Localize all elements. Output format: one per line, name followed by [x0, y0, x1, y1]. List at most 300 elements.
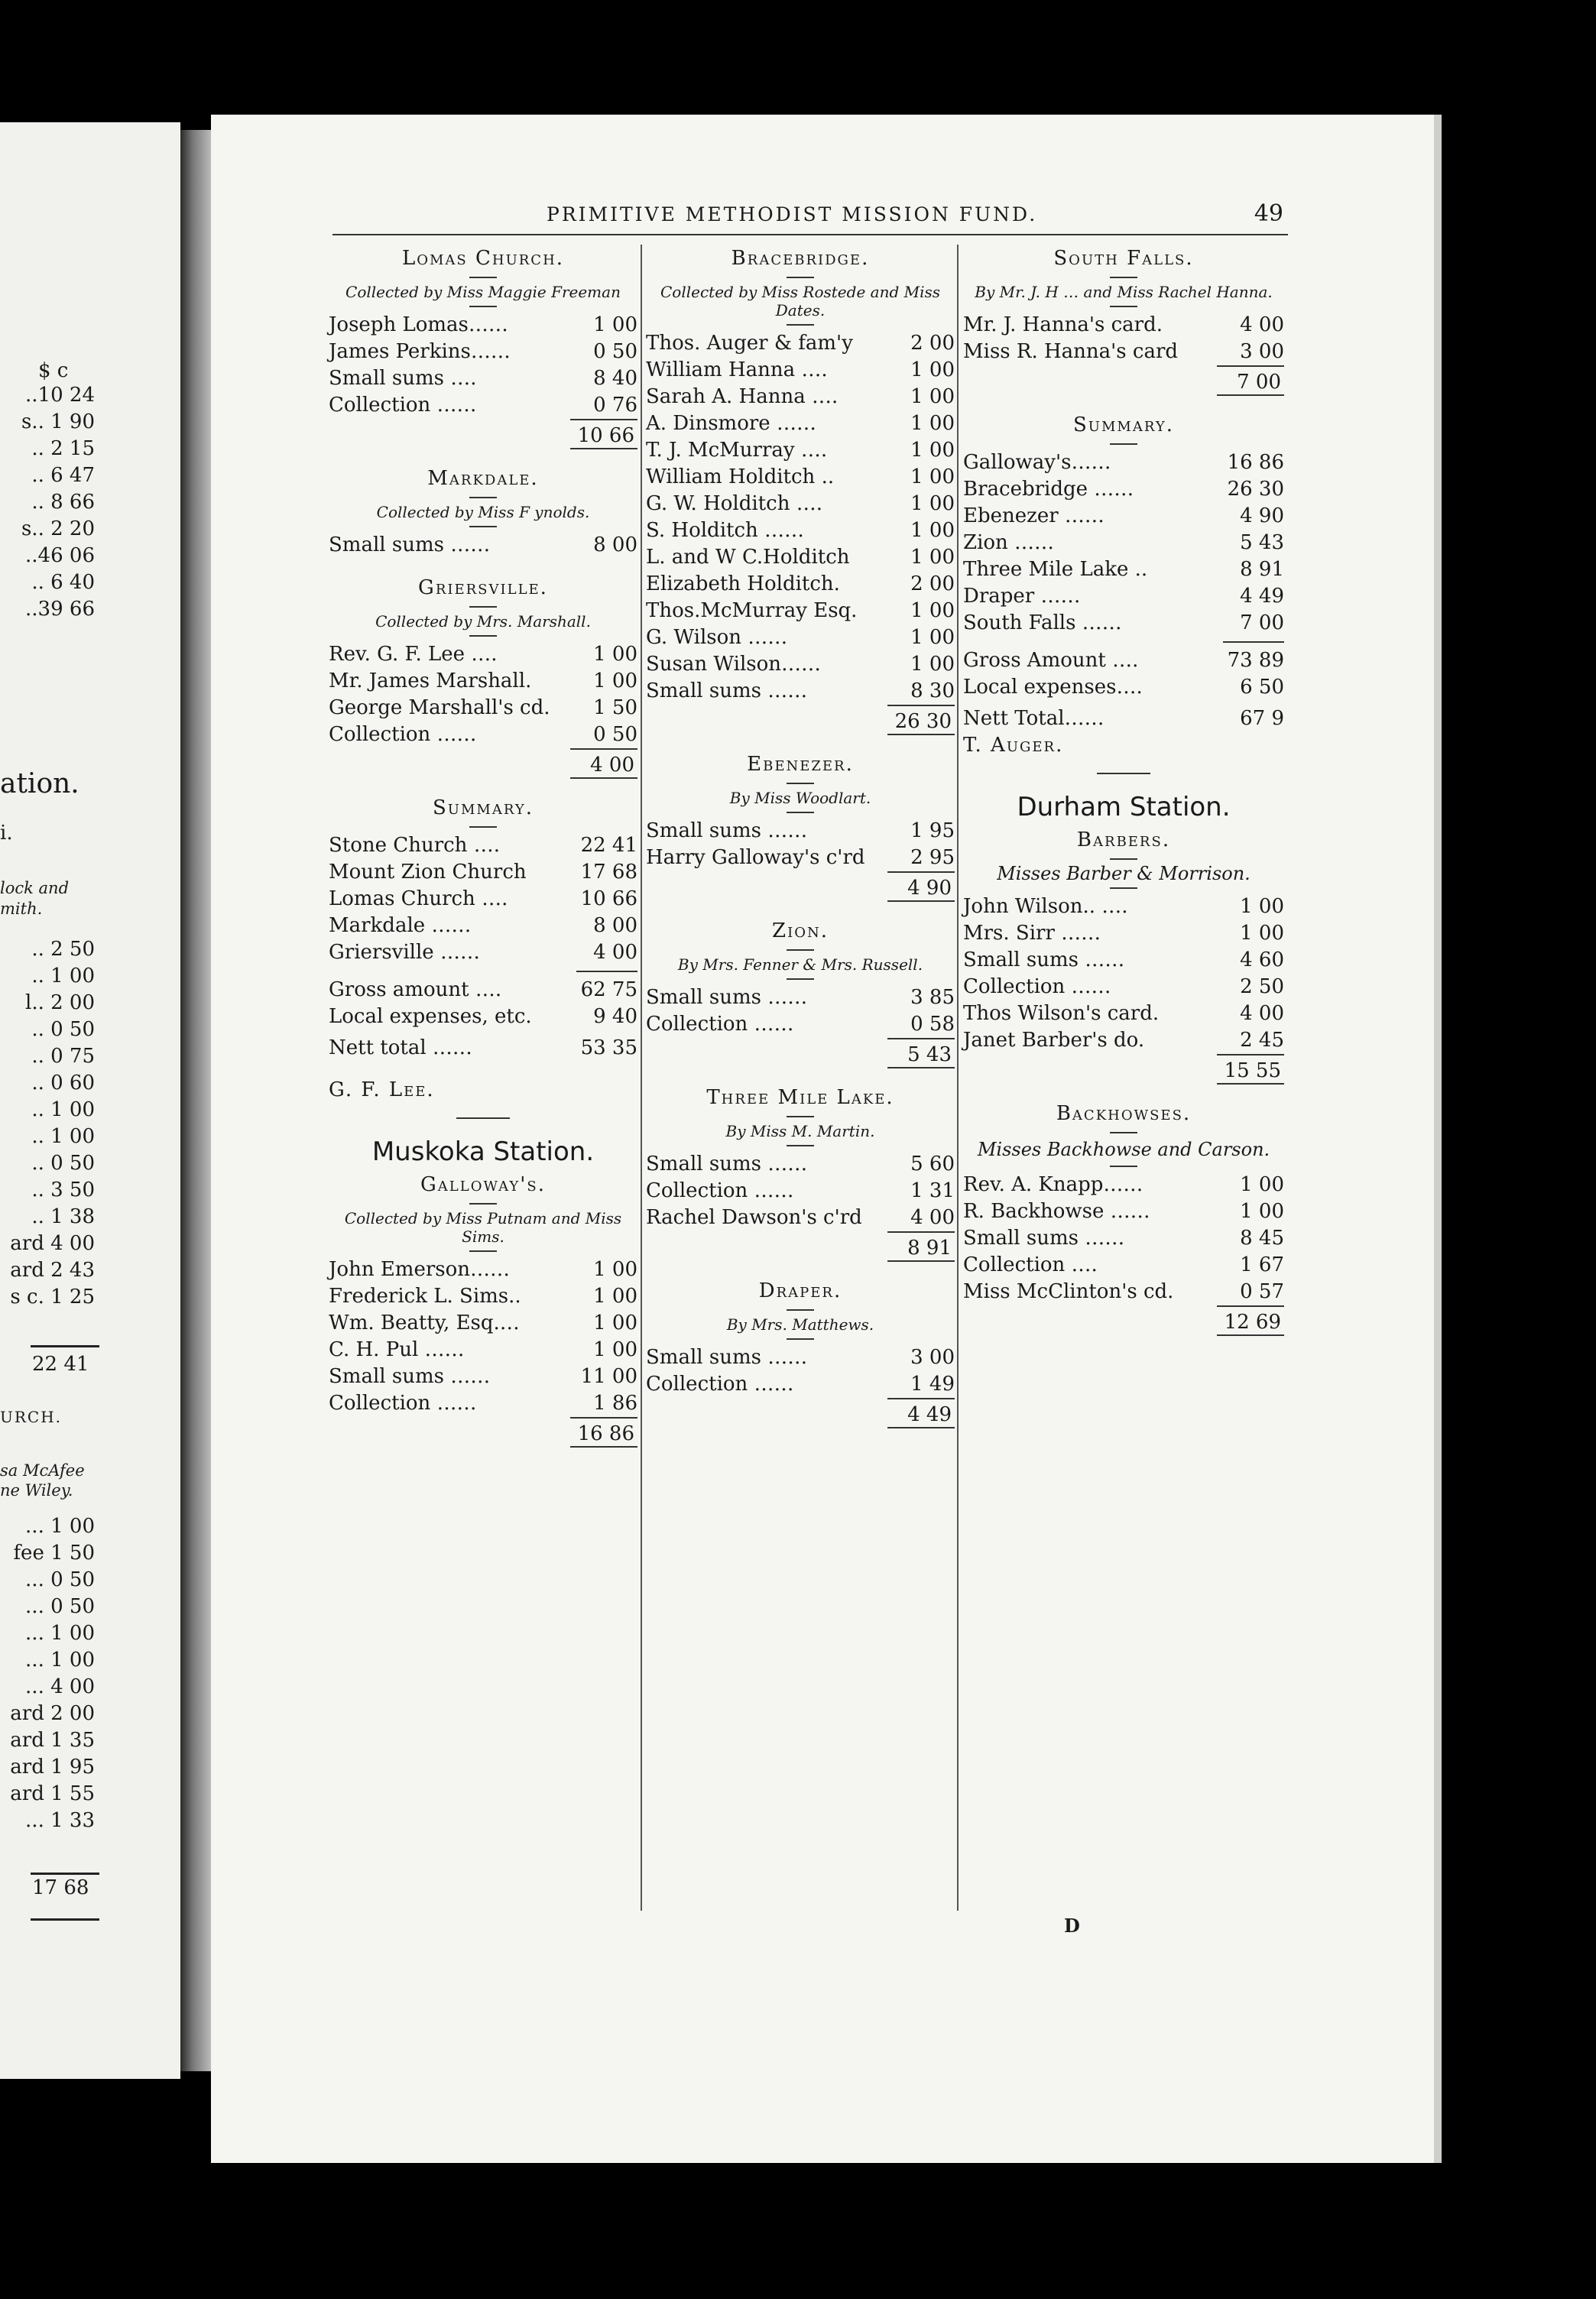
ledger-row-amount: 1 00 [1240, 1173, 1284, 1196]
ledger-row-amount: 62 75 [580, 978, 637, 1001]
collector-line: By Miss Woodlart. [729, 789, 871, 807]
ledger-row-label: Janet Barber's do. [963, 1029, 1145, 1052]
ledger-row-amount: 1 00 [910, 492, 955, 515]
ledger-row-amount: 1 00 [910, 358, 955, 381]
left-fragment-row: .. 0 50 [31, 1152, 95, 1175]
section-total: 12 69 [1217, 1305, 1284, 1336]
ledger-row-amount: 1 00 [910, 519, 955, 542]
left-fragment-row: .. 1 38 [31, 1205, 95, 1228]
ledger-row-label: Frederick L. Sims.. [329, 1285, 521, 1308]
section-total: 7 00 [1217, 365, 1284, 396]
backhowses-section [963, 1100, 1284, 1336]
ledger-row-label: Stone Church …. [329, 834, 500, 857]
ledger-row-label: Collection …… [646, 1013, 794, 1036]
left-fragment-row: .. 2 15 [31, 437, 95, 460]
section-total: 26 30 [887, 705, 955, 735]
ledger-row-label: John Emerson…… [329, 1258, 511, 1281]
ledger-row [963, 674, 1284, 701]
ledger-row-label: C. H. Pul …… [329, 1338, 465, 1361]
summary-section-a [329, 794, 637, 1104]
ledger-row [963, 893, 1284, 920]
ledger-row-label: T. J. McMurray …. [646, 439, 828, 462]
currency-header: $ c [38, 359, 69, 382]
ledger-row-amount: 0 50 [593, 340, 637, 363]
ledger-row-label: Small sums …… [646, 986, 808, 1009]
collector-line: Collected by Mrs. Marshall. [375, 612, 591, 631]
ledger-row-label: Gross amount …. [329, 978, 502, 1001]
left-fragment-row: .. 6 40 [31, 571, 95, 594]
left-fragment-row: ... 4 00 [25, 1675, 95, 1698]
ledger-row [963, 610, 1284, 637]
ledger-row-label: Mr. James Marshall. [329, 670, 532, 692]
ledger-row-label: Rachel Dawson's c'rd [646, 1206, 862, 1229]
collector-line: Collected by Miss F ynolds. [376, 503, 590, 521]
section-title: Draper. [758, 1279, 842, 1302]
ledger-row [329, 1283, 637, 1310]
left-fragment-row: .. 6 47 [31, 464, 95, 487]
ledger-row-label: Thos. Auger & fam'y [646, 332, 853, 355]
lomas-church-section [329, 245, 637, 449]
ledger-row [646, 1371, 955, 1398]
collector-line: By Mrs. Matthews. [726, 1315, 874, 1334]
section-total: 5 43 [887, 1038, 955, 1068]
running-title: PRIMITIVE METHODIST MISSION FUND. [547, 203, 1038, 225]
nett-total-label: Nett total …… [329, 1036, 472, 1059]
ledger-row [963, 647, 1284, 674]
column-c [963, 245, 1284, 1336]
collector-fragment-3: sa McAfee [0, 1461, 85, 1480]
nett-total-value: 67 9 [1240, 707, 1284, 730]
ledger-row [646, 491, 955, 517]
ledger-row [329, 1390, 637, 1417]
ledger-row [963, 530, 1284, 556]
ledger-row [329, 859, 637, 886]
left-fragment-row: .. 0 50 [31, 1018, 95, 1041]
ledger-row [646, 517, 955, 544]
ledger-row-amount: 3 00 [910, 1346, 955, 1369]
ledger-row-label: Collection …… [646, 1373, 794, 1396]
ledger-row-label: S. Holditch …… [646, 519, 805, 542]
ledger-row [963, 947, 1284, 974]
section-title: Backhowses. [1056, 1102, 1192, 1125]
left-fragment-row: .. 1 00 [31, 1125, 95, 1148]
ledger-row [646, 624, 955, 651]
ledger-row-label: Small sums …… [646, 679, 808, 702]
left-page-fragment [0, 122, 180, 2079]
ledger-row-amount: 2 00 [910, 332, 955, 355]
ledger-row [646, 410, 955, 437]
markdale-section [329, 465, 637, 559]
ledger-row-amount: 1 00 [593, 670, 637, 692]
ledger-row-amount: 8 45 [1240, 1227, 1284, 1250]
left-fragment-row: ard 2 43 [10, 1259, 95, 1282]
bracebridge-section [646, 245, 955, 735]
left-fragment-row: ..39 66 [25, 598, 95, 621]
left-fragment-row: ard 1 95 [10, 1756, 95, 1779]
ledger-row [329, 913, 637, 939]
section-total: 4 00 [570, 748, 637, 779]
ledger-row-amount: 8 30 [910, 679, 955, 702]
ebenezer-section [646, 751, 955, 902]
ledger-row [646, 384, 955, 410]
station-title: Muskoka Station. [371, 1137, 595, 1167]
ledger-row-label: Bracebridge …… [963, 478, 1134, 501]
left-fragment-row: s c. 1 25 [10, 1286, 95, 1308]
section-title: Three Mile Lake. [706, 1086, 894, 1109]
ledger-row-label: Local expenses…. [963, 676, 1143, 699]
column-a [329, 245, 637, 1448]
church-fragment: URCH. [0, 1408, 63, 1426]
ledger-row [646, 818, 955, 845]
collector-line: Collected by Miss Putnam and Miss Sims. [344, 1209, 622, 1246]
left-rows-mid [0, 936, 95, 1311]
left-fragment-row: ..46 06 [25, 544, 95, 567]
ledger-row-amount: 26 30 [1227, 478, 1284, 501]
ledger-row-amount: 1 00 [910, 599, 955, 622]
ledger-row-amount: 1 00 [593, 643, 637, 666]
collector-line: By Mrs. Fenner & Mrs. Russell. [677, 955, 923, 974]
ledger-row-amount: 0 76 [593, 394, 637, 417]
section-total: 8 91 [887, 1231, 955, 1262]
ledger-row-amount: 1 49 [910, 1373, 955, 1396]
ledger-row [329, 1004, 637, 1030]
ledger-row-label: George Marshall's cd. [329, 696, 550, 719]
section-title: Ebenezer. [747, 753, 854, 776]
griersville-section [329, 574, 637, 779]
ledger-row-label: Elizabeth Holditch. [646, 572, 840, 595]
ledger-row [646, 651, 955, 678]
book-spine [180, 130, 211, 2071]
left-total-mid: 22 41 [32, 1353, 89, 1376]
signature: G. F. Lee. [329, 1078, 435, 1101]
ledger-row-amount: 8 40 [593, 367, 637, 390]
ledger-row-label: A. Dinsmore …… [646, 412, 816, 435]
section-total: 16 86 [570, 1417, 637, 1448]
ledger-row-label: Markdale …… [329, 914, 472, 937]
left-fragment-row: ard 2 00 [10, 1702, 95, 1725]
ledger-row-amount: 1 95 [910, 819, 955, 842]
ledger-row-label: Sarah A. Hanna …. [646, 385, 839, 408]
left-fragment-row: .. 0 60 [31, 1072, 95, 1094]
summary-section-c [963, 411, 1284, 759]
ledger-row-label: Local expenses, etc. [329, 1005, 532, 1028]
collector-line: By Mr. J. H … and Miss Rachel Hanna. [975, 283, 1273, 301]
ledger-row [963, 583, 1284, 610]
ledger-row-amount: 1 00 [1240, 922, 1284, 945]
ledger-row [646, 984, 955, 1011]
ledger-row [646, 544, 955, 571]
ledger-row [963, 312, 1284, 339]
left-fragment-row: .. 0 75 [31, 1045, 95, 1068]
column-b [646, 245, 955, 1428]
section-total: 10 66 [570, 419, 637, 449]
ledger-row-amount: 1 00 [910, 626, 955, 649]
ledger-row-amount: 7 00 [1240, 611, 1284, 634]
column-divider [641, 245, 642, 1911]
ledger-row-label: G. W. Holditch …. [646, 492, 822, 515]
ledger-row [329, 695, 637, 721]
ledger-row [963, 476, 1284, 503]
collector-fragment-2: mith. [0, 900, 43, 918]
ledger-row [329, 641, 637, 668]
ledger-row [329, 1364, 637, 1390]
section-title: Bracebridge. [731, 247, 870, 270]
ledger-row [329, 721, 637, 748]
left-fragment-row: fee 1 50 [13, 1542, 95, 1565]
ledger-row [963, 920, 1284, 947]
ledger-row-label: Miss R. Hanna's card [963, 340, 1179, 363]
ledger-row-amount: 1 50 [593, 696, 637, 719]
ledger-row [329, 392, 637, 419]
letter-fragment: i. [0, 822, 13, 845]
ledger-row-label: Gross Amount …. [963, 649, 1139, 672]
ledger-row-amount: 8 00 [593, 914, 637, 937]
page-edge [1434, 115, 1442, 2163]
section-title: Zion. [772, 919, 829, 942]
draper-section [646, 1277, 955, 1428]
ledger-row [963, 1225, 1284, 1252]
ledger-row-amount: 0 57 [1240, 1280, 1284, 1303]
ledger-row-amount: 4 60 [1240, 948, 1284, 971]
ledger-row-label: Three Mile Lake .. [963, 558, 1148, 581]
ledger-row-label: William Holditch .. [646, 465, 835, 488]
left-fragment-row: ... 1 00 [25, 1649, 95, 1672]
ledger-row [963, 1252, 1284, 1279]
left-rows-top [0, 382, 95, 623]
ledger-row-amount: 4 90 [1240, 504, 1284, 527]
left-fragment-row: ... 1 00 [25, 1515, 95, 1538]
ledger-row-label: Collection …… [329, 723, 477, 746]
ledger-row-amount: 1 00 [593, 1285, 637, 1308]
ledger-row-amount: 1 00 [910, 465, 955, 488]
ledger-row-amount: 1 00 [593, 1258, 637, 1281]
ledger-row-label: John Wilson.. …. [963, 895, 1128, 918]
ledger-row [646, 1344, 955, 1371]
ledger-row [646, 1151, 955, 1178]
left-fragment-row: ard 1 35 [10, 1729, 95, 1752]
section-total: 4 90 [887, 871, 955, 902]
ledger-row-label: Small sums …. [329, 367, 477, 390]
ledger-row [329, 832, 637, 859]
ledger-row-amount: 3 85 [910, 986, 955, 1009]
left-fragment-row: ... 1 00 [25, 1622, 95, 1645]
ledger-row [646, 678, 955, 705]
ledger-row-label: Wm. Beatty, Esq.… [329, 1312, 520, 1334]
nett-total-label: Nett Total…… [963, 707, 1105, 730]
ledger-row [329, 1257, 637, 1283]
ledger-row-label: Miss McClinton's cd. [963, 1280, 1174, 1303]
muskoka-station-section [329, 1133, 637, 1448]
ledger-row-label: Mrs. Sirr …… [963, 922, 1101, 945]
ledger-row-amount: 1 00 [1240, 895, 1284, 918]
left-rows-bot [0, 1513, 95, 1834]
left-fragment-row: ... 0 50 [25, 1568, 95, 1591]
ledger-row-label: Joseph Lomas…… [329, 313, 508, 336]
ledger-row-amount: 8 00 [593, 533, 637, 556]
ledger-row-amount: 2 00 [910, 572, 955, 595]
section-title: Barbers. [1076, 828, 1171, 851]
page-number: 49 [1254, 200, 1283, 227]
ledger-row-amount: 22 41 [580, 834, 637, 857]
ledger-row [646, 1011, 955, 1038]
ledger-row [329, 312, 637, 339]
ledger-row-amount: 4 00 [1240, 1002, 1284, 1025]
ledger-row-label: Small sums …… [646, 1153, 808, 1175]
nett-total-value: 53 35 [580, 1036, 637, 1059]
left-fragment-row: .. 1 00 [31, 965, 95, 987]
ledger-row [646, 1178, 955, 1205]
ledger-row [329, 339, 637, 365]
collector-line: By Miss M. Martin. [725, 1122, 875, 1140]
left-rule [31, 1345, 99, 1347]
section-title: Markdale. [427, 467, 539, 490]
durham-station-section [963, 788, 1284, 1085]
ledger-row-amount: 16 86 [1227, 451, 1284, 474]
ledger-row-label: South Falls …… [963, 611, 1122, 634]
ledger-row-label: Mr. J. Hanna's card. [963, 313, 1163, 336]
ledger-row-amount: 1 00 [910, 439, 955, 462]
ledger-row-amount: 0 58 [910, 1013, 955, 1036]
ledger-row [329, 365, 637, 392]
ledger-row-amount: 2 50 [1240, 975, 1284, 998]
ledger-row-amount: 4 00 [1240, 313, 1284, 336]
ledger-row-label: Thos Wilson's card. [963, 1002, 1160, 1025]
collector-line: Collected by Miss Maggie Freeman [345, 283, 621, 301]
ledger-row [329, 977, 637, 1004]
ledger-row [963, 556, 1284, 583]
collector-line: Misses Backhowse and Carson. [977, 1139, 1270, 1160]
collector-fragment-4: ne Wiley. [0, 1481, 73, 1500]
ledger-row-amount: 17 68 [580, 861, 637, 884]
collector-line: Misses Barber & Morrison. [997, 863, 1251, 884]
ledger-row-label: William Hanna …. [646, 358, 828, 381]
left-rule [31, 1918, 99, 1921]
left-rule [31, 1873, 99, 1875]
ledger-row-amount: 1 86 [593, 1392, 637, 1415]
ledger-row-label: Collection …… [963, 975, 1111, 998]
ledger-row-amount: 1 67 [1240, 1253, 1284, 1276]
ledger-row [646, 330, 955, 357]
ledger-row [963, 1279, 1284, 1305]
ledger-row-label: Susan Wilson…… [646, 653, 822, 676]
collector-line: Collected by Miss Rostede and Miss Dates. [660, 283, 941, 319]
signature-mark: D [1064, 1915, 1080, 1937]
station-title: Durham Station. [1017, 792, 1231, 822]
ledger-row-amount: 8 91 [1240, 558, 1284, 581]
ledger-row-amount: 9 40 [593, 1005, 637, 1028]
ledger-row [329, 1310, 637, 1337]
section-title: Summary. [1073, 413, 1174, 436]
ledger-row [329, 1337, 637, 1364]
ledger-row [646, 464, 955, 491]
ledger-row [963, 1172, 1284, 1198]
ledger-row-label: Small sums …… [329, 533, 491, 556]
ledger-row-amount: 1 00 [910, 653, 955, 676]
ledger-row-label: Draper …… [963, 585, 1081, 608]
left-fragment-row: s.. 1 90 [21, 410, 95, 433]
ledger-row-amount: 1 00 [593, 313, 637, 336]
section-total: 4 49 [887, 1398, 955, 1428]
ledger-row [963, 1198, 1284, 1225]
ledger-row-label: Rev. A. Knapp…… [963, 1173, 1143, 1196]
ledger-row-label: L. and W C.Holditch [646, 546, 850, 569]
ledger-row-label: Collection …… [329, 1392, 477, 1415]
ledger-row [646, 598, 955, 624]
ledger-row-label: Small sums …… [329, 1365, 491, 1388]
ledger-row-amount: 11 00 [580, 1365, 637, 1388]
left-fragment-row: ... 0 50 [25, 1595, 95, 1618]
ledger-row-amount: 6 50 [1240, 676, 1284, 699]
ledger-row-amount: 1 00 [910, 385, 955, 408]
ledger-row-label: G. Wilson …… [646, 626, 788, 649]
ledger-row [329, 886, 637, 913]
ledger-row [963, 974, 1284, 1000]
left-fragment-row: s.. 2 20 [21, 517, 95, 540]
ledger-row-label: Lomas Church …. [329, 887, 508, 910]
ledger-row-label: Collection …… [329, 394, 477, 417]
section-title: Griersville. [418, 576, 548, 599]
station-fragment: ation. [0, 768, 79, 799]
ledger-row-label: Galloway's…… [963, 451, 1111, 474]
left-fragment-row: .. 1 00 [31, 1098, 95, 1121]
ledger-row [646, 357, 955, 384]
section-title: Galloway's. [420, 1173, 546, 1196]
ledger-row-amount: 10 66 [580, 887, 637, 910]
ledger-row-amount: 2 45 [1240, 1029, 1284, 1052]
ledger-row-label: Collection …… [646, 1179, 794, 1202]
ledger-row-label: Zion …… [963, 531, 1055, 554]
ledger-row [963, 339, 1284, 365]
south-falls-section [963, 245, 1284, 396]
ledger-row-label: Small sums …… [646, 819, 808, 842]
left-fragment-row: .. 2 50 [31, 938, 95, 961]
ledger-row-amount: 3 00 [1240, 340, 1284, 363]
ledger-row [963, 503, 1284, 530]
ledger-row [329, 532, 637, 559]
ledger-row-amount: 0 50 [593, 723, 637, 746]
zion-section [646, 917, 955, 1068]
three-mile-lake-section [646, 1084, 955, 1262]
ledger-row-amount: 5 60 [910, 1153, 955, 1175]
ledger-row [329, 939, 637, 966]
section-total: 15 55 [1217, 1054, 1284, 1085]
section-title: South Falls. [1053, 247, 1194, 270]
ledger-row-amount: 4 00 [910, 1206, 955, 1229]
ledger-row [646, 571, 955, 598]
ledger-row-amount: 2 95 [910, 846, 955, 869]
ledger-row-label: Collection …. [963, 1253, 1098, 1276]
ledger-row [646, 1205, 955, 1231]
signature: T. Auger. [963, 734, 1064, 757]
ledger-row-label: James Perkins…… [329, 340, 511, 363]
page-header [332, 200, 1288, 235]
ledger-row-label: R. Backhowse …… [963, 1200, 1150, 1223]
ledger-row-amount: 1 00 [910, 546, 955, 569]
section-title: Summary. [433, 796, 534, 819]
left-fragment-row: ..10 24 [25, 384, 95, 407]
ledger-row-amount: 1 00 [593, 1312, 637, 1334]
collector-fragment-1: lock and [0, 879, 70, 897]
left-fragment-row: .. 8 66 [31, 491, 95, 514]
ledger-row-amount: 4 49 [1240, 585, 1284, 608]
ledger-row-label: Mount Zion Church [329, 861, 527, 884]
ledger-row-amount: 1 31 [910, 1179, 955, 1202]
ledger-row-amount: 1 00 [593, 1338, 637, 1361]
ledger-row-label: Rev. G. F. Lee …. [329, 643, 498, 666]
left-total-bot: 17 68 [32, 1876, 89, 1899]
ledger-row-label: Small sums …… [963, 1227, 1125, 1250]
ledger-row [963, 1000, 1284, 1027]
